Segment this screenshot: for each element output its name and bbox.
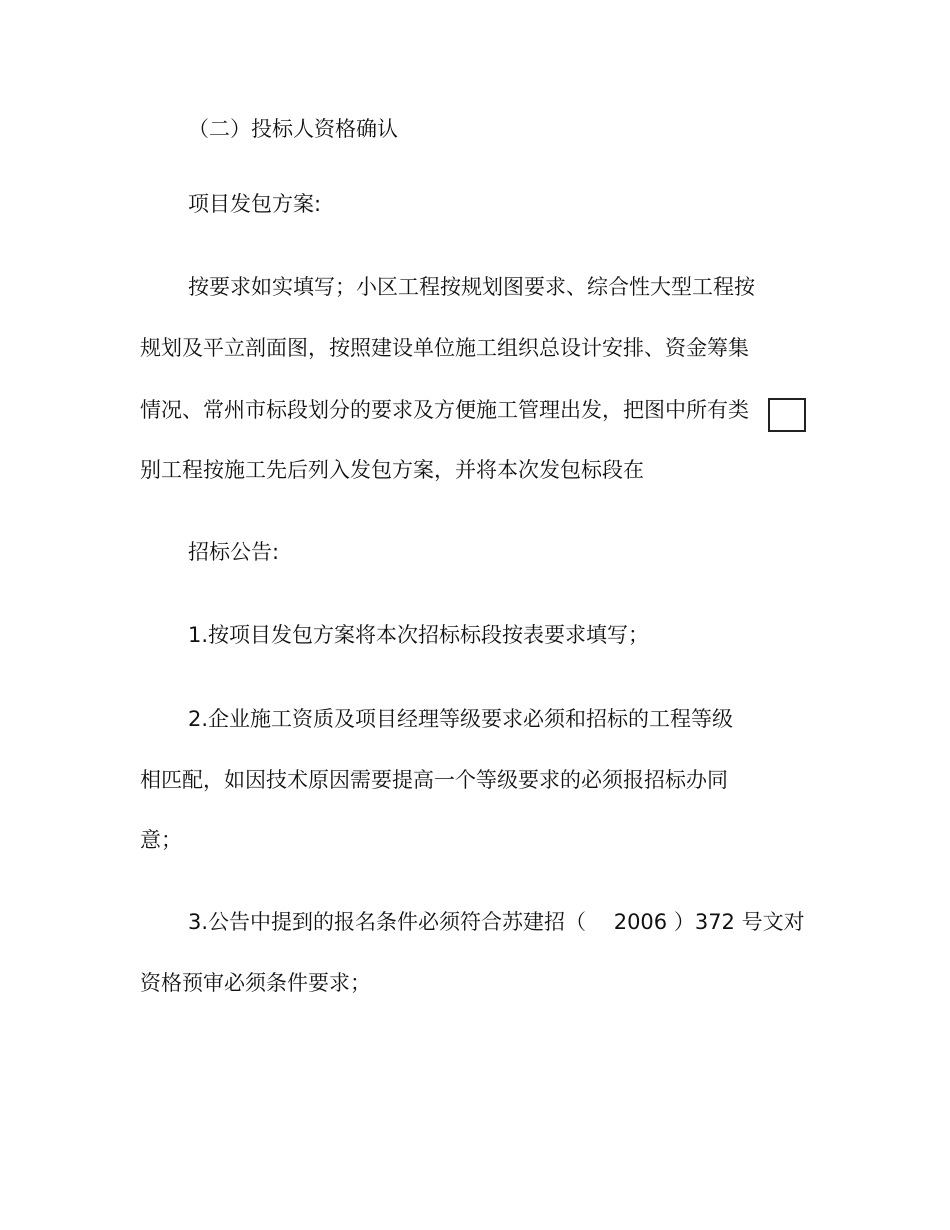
notice-item-2-line-3: 意； [140, 828, 182, 852]
notice-heading: 招标公告: [188, 540, 280, 564]
plan-paragraph-line-4: 别工程按施工先后列入发包方案，并将本次发包标段在 [140, 458, 644, 482]
plan-heading: 项目发包方案: [188, 192, 322, 216]
section-heading: （二）投标人资格确认 [188, 117, 398, 141]
plan-paragraph-line-1: 按要求如实填写；小区工程按规划图要求、综合性大型工程按 [188, 275, 755, 299]
notice-item-2-line-2: 相匹配，如因技术原因需要提高一个等级要求的必须报招标办同 [140, 768, 728, 792]
notice-item-2-line-1: 2.企业施工资质及项目经理等级要求必须和招标的工程等级 [188, 707, 734, 731]
notice-item-3-line-2: 资格预审必须条件要求； [140, 971, 371, 995]
notice-item-3-line-1: 3.公告中提到的报名条件必须符合苏建招（ 2006 ）372 号文对 [188, 910, 805, 934]
notice-item-1: 1.按项目发包方案将本次招标标段按表要求填写； [188, 623, 650, 647]
plan-paragraph-line-3: 情况、常州市标段划分的要求及方便施工管理出发，把图中所有类 [140, 398, 749, 422]
plan-paragraph-line-2: 规划及平立剖面图，按照建设单位施工组织总设计安排、资金筹集 [140, 336, 749, 360]
checkbox[interactable] [768, 398, 806, 432]
